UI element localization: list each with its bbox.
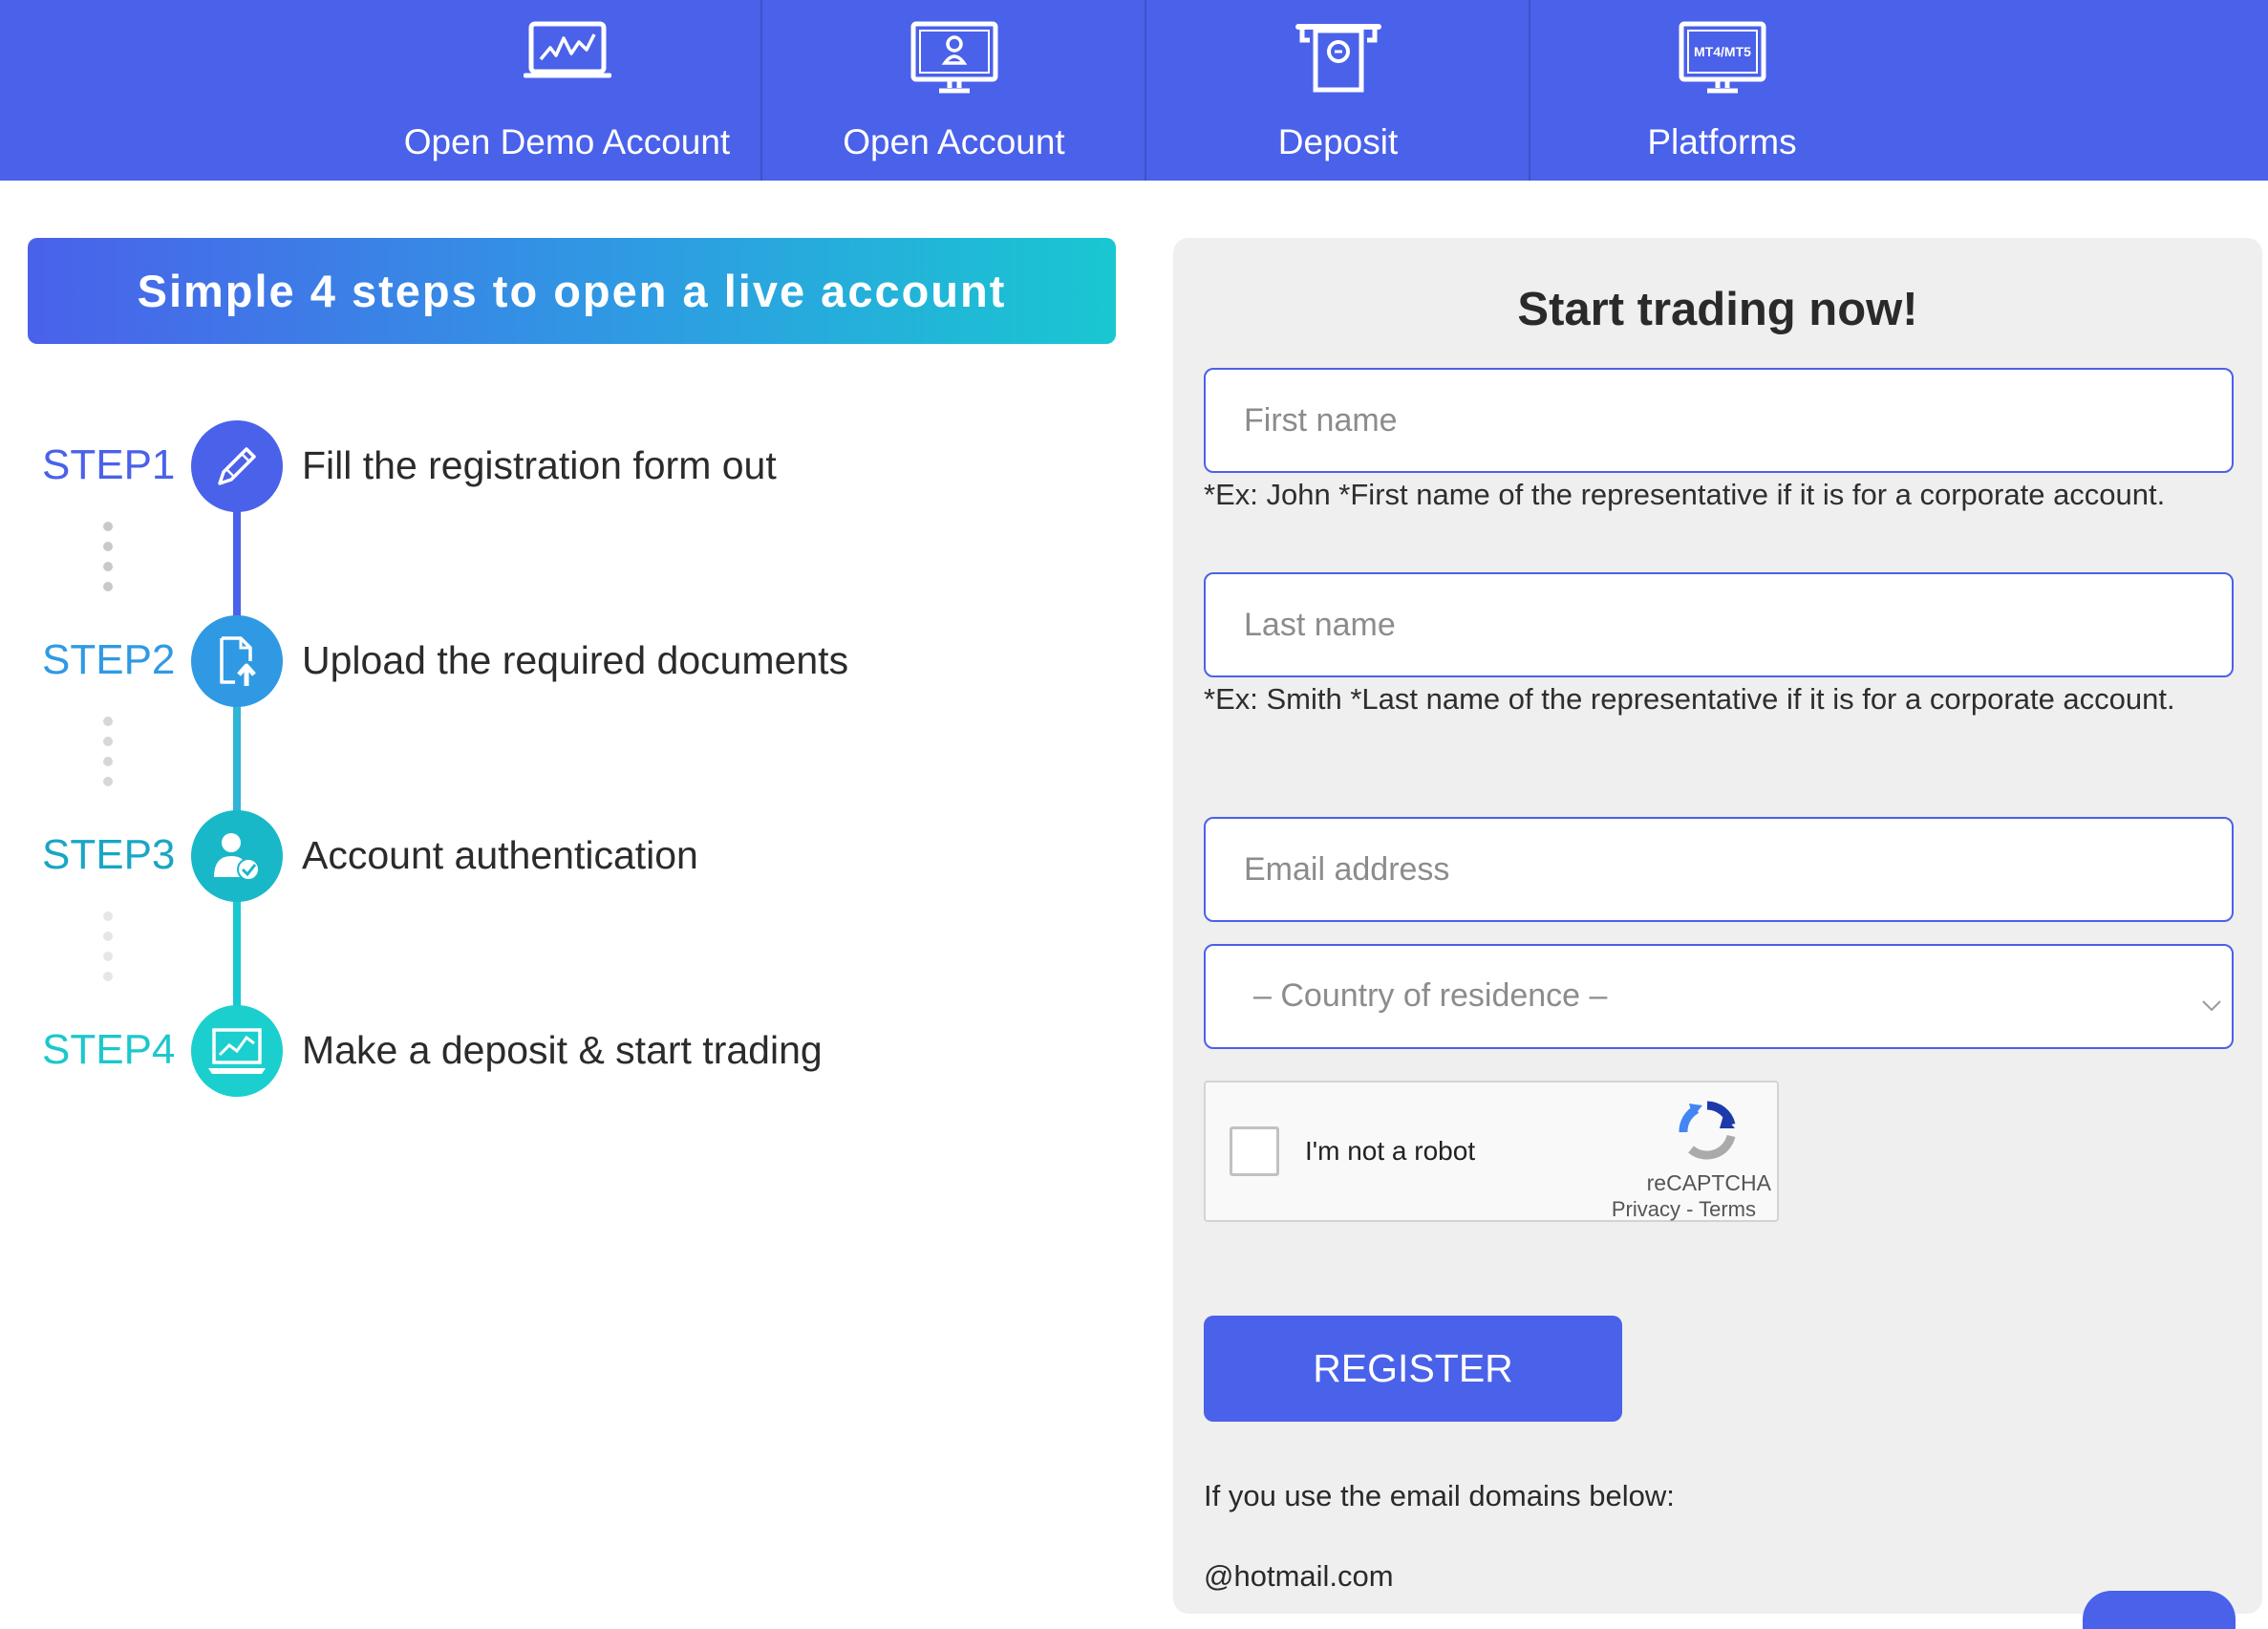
trading-laptop-icon — [191, 1005, 283, 1097]
step4-text: Make a deposit & start trading — [302, 1028, 823, 1072]
first-name-input[interactable] — [1206, 370, 2232, 471]
pencil-icon — [191, 420, 283, 512]
step-dots — [103, 911, 113, 992]
captcha-checkbox[interactable] — [1230, 1126, 1279, 1176]
last-name-input[interactable] — [1206, 574, 2232, 675]
captcha-label: I'm not a robot — [1305, 1136, 1476, 1166]
nav-open-account[interactable] — [762, 0, 1145, 181]
terms-link[interactable]: Terms — [1699, 1197, 1756, 1221]
mt4-mt5-icon-text: MT4/MT5 — [1693, 44, 1751, 59]
steps-banner: Simple 4 steps to open a live account — [28, 238, 1116, 344]
step2-text: Upload the required documents — [302, 638, 849, 682]
step2-label: STEP2 — [42, 636, 176, 683]
email-field[interactable] — [1204, 817, 2234, 922]
recaptcha-logo-icon — [1676, 1100, 1739, 1166]
email-input[interactable] — [1206, 819, 2232, 920]
step4-label: STEP4 — [42, 1026, 176, 1073]
link-separator: - — [1680, 1197, 1700, 1221]
floating-button[interactable] — [2083, 1591, 2236, 1629]
last-name-hint: *Ex: Smith *Last name of the representative if it is for a corporate account. — [1204, 682, 2175, 716]
last-name-field[interactable] — [1204, 572, 2234, 677]
nav-label: Deposit — [1277, 122, 1399, 161]
step-dots — [103, 522, 113, 602]
first-name-hint: *Ex: John *First name of the representative if it is for a corporate account. — [1204, 478, 2166, 511]
nav-deposit[interactable] — [1146, 0, 1530, 181]
nav-label: Open Demo Account — [403, 122, 731, 161]
country-select-value: – Country of residence – — [1253, 977, 1608, 1014]
country-select[interactable] — [1204, 944, 2234, 1049]
nav-label: Platforms — [1647, 122, 1797, 161]
chart-monitor-icon — [375, 21, 759, 97]
user-monitor-icon — [762, 21, 1145, 97]
email-domain-item: @hotmail.com — [1204, 1559, 1394, 1593]
mt4-mt5-monitor-icon — [1530, 21, 1914, 97]
top-navigation — [0, 0, 2268, 181]
register-button[interactable]: REGISTER — [1204, 1316, 1622, 1422]
atm-deposit-icon — [1146, 21, 1530, 97]
chevron-down-icon — [2201, 984, 2222, 1021]
nav-label: Open Account — [843, 122, 1065, 161]
recaptcha-brand: reCAPTCHA — [1646, 1170, 1771, 1195]
nav-open-demo-account[interactable] — [375, 0, 759, 181]
step-dots — [103, 717, 113, 797]
upload-document-icon — [191, 615, 283, 707]
first-name-field[interactable] — [1204, 368, 2234, 473]
form-title: Start trading now! — [1517, 284, 1918, 335]
email-domains-title: If you use the email domains below: — [1204, 1479, 1675, 1512]
step1-label: STEP1 — [42, 441, 176, 488]
privacy-link[interactable]: Privacy — [1611, 1197, 1680, 1221]
step1-text: Fill the registration form out — [302, 443, 777, 487]
verified-user-icon — [191, 810, 283, 902]
recaptcha-links — [1612, 1197, 1756, 1222]
recaptcha-widget — [1204, 1081, 1779, 1222]
step3-text: Account authentication — [302, 833, 698, 877]
step3-label: STEP3 — [42, 831, 176, 878]
nav-platforms[interactable] — [1530, 0, 1914, 181]
